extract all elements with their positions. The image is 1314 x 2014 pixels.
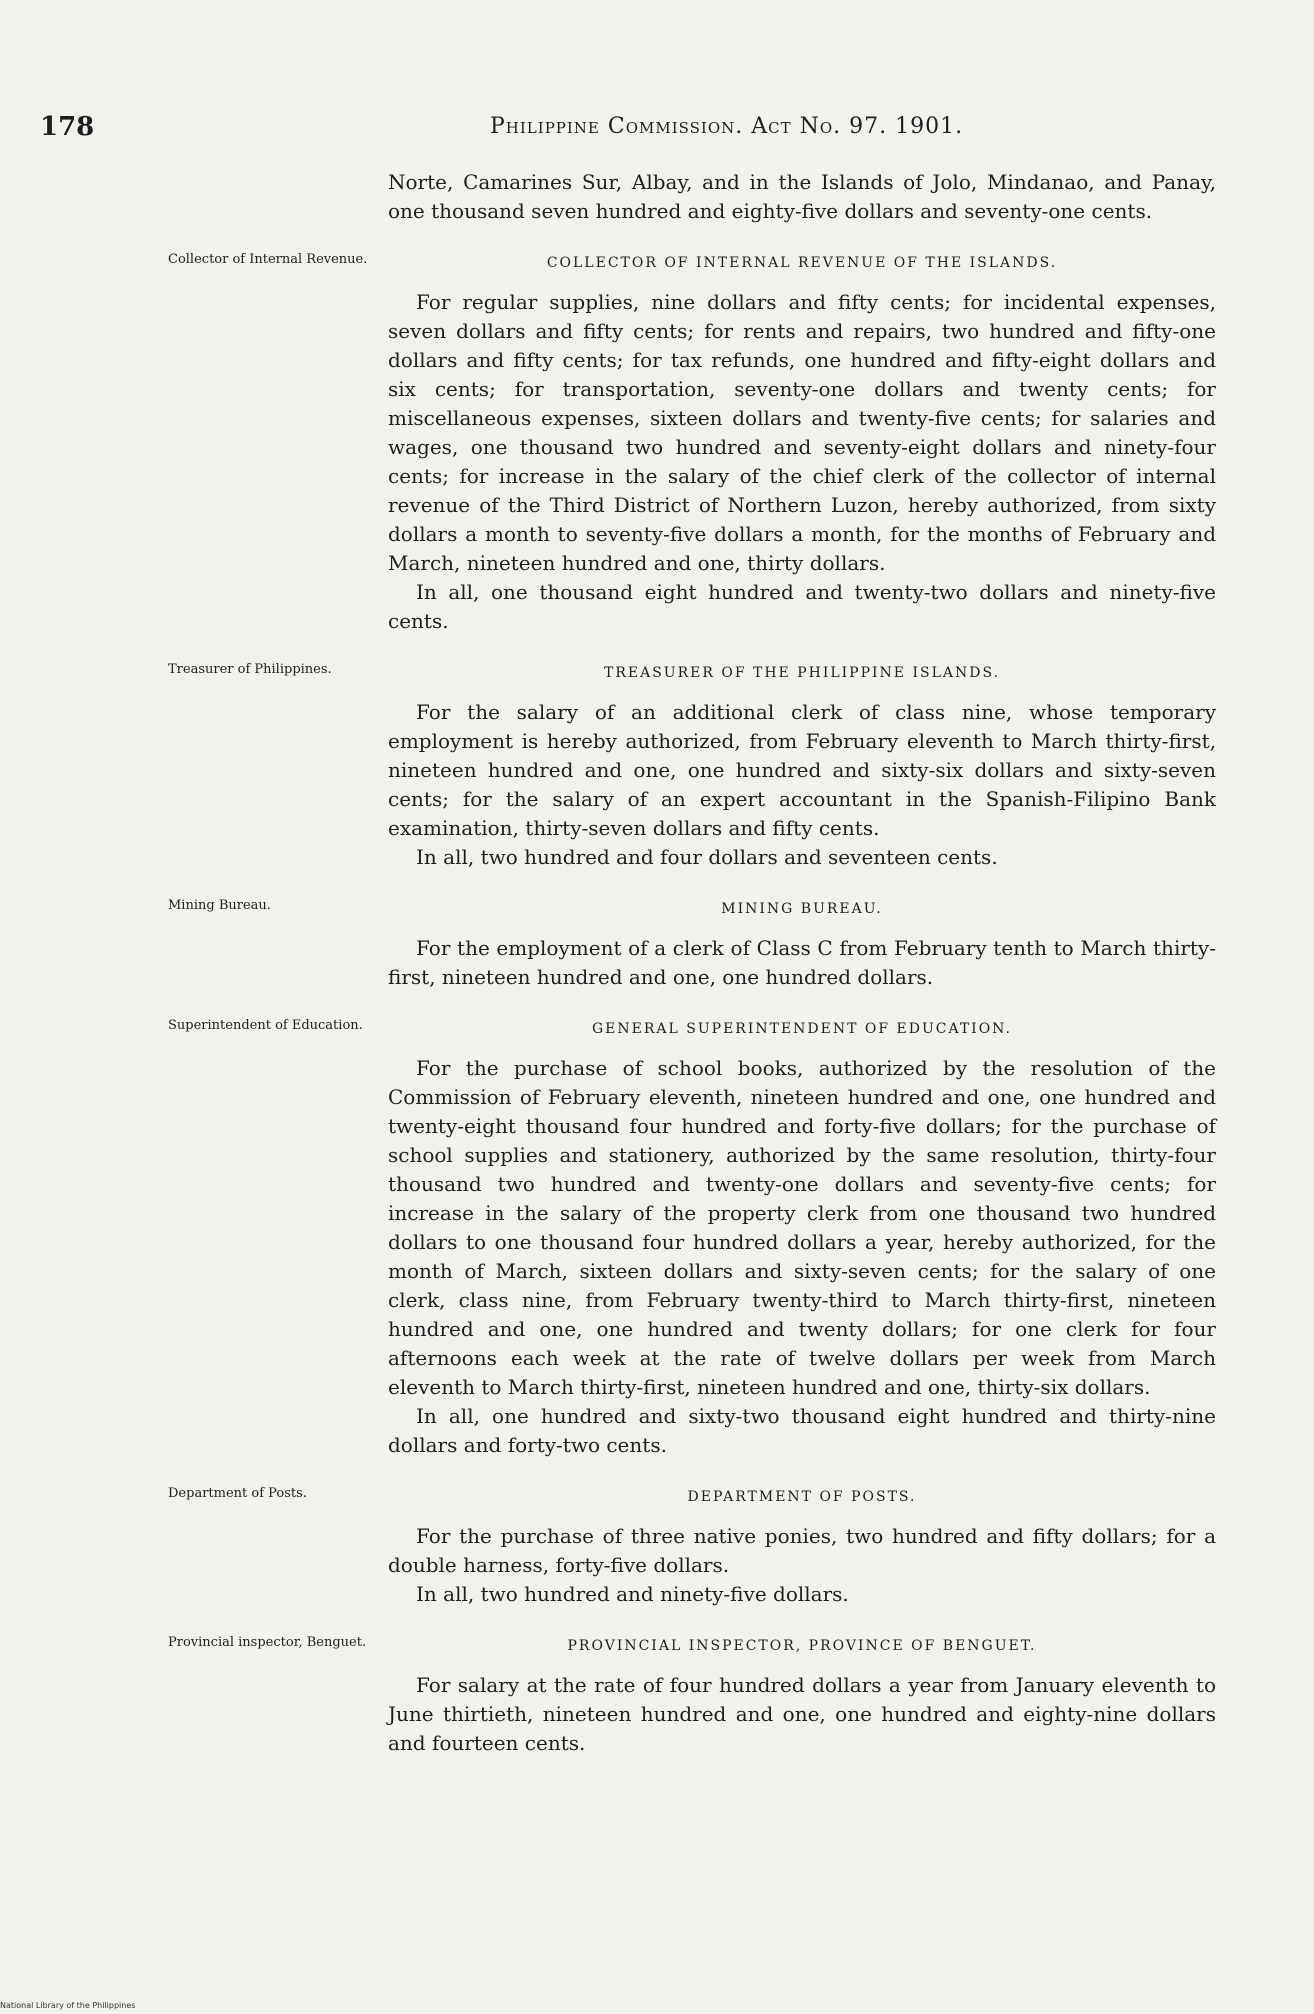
section-superintendent-education (168, 1014, 1216, 1460)
section-total: In all, two hundred and ninety-five dollars. (416, 1582, 849, 1606)
running-head: Philippine Commission. Act No. 97. 1901. (490, 114, 964, 139)
margin-note: Department of Posts. (168, 1486, 307, 1501)
section-heading: TREASURER OF THE PHILIPPINE ISLANDS. (603, 665, 1001, 681)
margin-note: Superintendent of Education. (168, 1018, 363, 1033)
page-header (40, 112, 1100, 152)
section-heading: GENERAL SUPERINTENDENT OF EDUCATION. (591, 1021, 1012, 1037)
section-provincial-inspector (168, 1631, 1216, 1758)
margin-note: Mining Bureau. (168, 898, 271, 913)
section-heading: PROVINCIAL INSPECTOR, PROVINCE OF BENGUET. (567, 1638, 1037, 1654)
section-total: In all, one thousand eight hundred and twenty-two dollars and ninety-five cents. (388, 580, 1216, 633)
section-paragraph: For the purchase of three native ponies, two hundred and fifty dollars; for a double harness, forty-five dollars. (388, 1524, 1216, 1577)
section-paragraph: For regular supplies, nine dollars and fifty cents; for incidental expenses, seven dollars and fifty cents; for rents and repairs, two hundred and fifty-one dollars and fifty cents; for tax refunds, one hundred and fifty-eight dollars and six cents; for transportation, seventy-one dollars and twenty cents; for miscellaneous expenses, sixteen dollars and twenty-five cents; for salaries and wages, one thousand two hundred and seventy-eight dollars and ninety-four cents; for increase in the salary of the chief clerk of the collector of internal revenue of the Third District of Northern Luzon, hereby authorized, from sixty dollars a month to seventy-five dollars a month, for the months of February and March, nineteen hundred and one, thirty dollars. (388, 290, 1216, 575)
section-collector-internal-revenue (168, 248, 1216, 636)
section-heading: COLLECTOR OF INTERNAL REVENUE OF THE ISLANDS. (546, 255, 1058, 271)
margin-note: Provincial inspector, Benguet. (168, 1635, 367, 1650)
section-heading: DEPARTMENT OF POSTS. (687, 1489, 917, 1505)
margin-note: Treasurer of Philippines. (168, 662, 332, 677)
section-paragraph: For salary at the rate of four hundred dollars a year from January eleventh to June thirtieth, nineteen hundred and one, one hundred and eighty-nine dollars and fourteen cents. (388, 1673, 1216, 1755)
section-paragraph: For the salary of an additional clerk of class nine, whose temporary employment is hereby authorized, from February eleventh to March thirty-first, nineteen hundred and one, one hundred and sixty-six dollars and sixty-seven cents; for the salary of an expert accountant in the Spanish-Filipino Bank examination, thirty-seven dollars and fifty cents. (388, 700, 1216, 840)
scan-credit: National Library of the Philippines (0, 2001, 136, 2010)
section-department-posts (168, 1482, 1216, 1609)
section-total: In all, two hundred and four dollars and seventeen cents. (416, 845, 998, 869)
section-treasurer (168, 658, 1216, 872)
section-mining-bureau (168, 894, 1216, 992)
section-paragraph: For the purchase of school books, authorized by the resolution of the Commission of February eleventh, nineteen hundred and one, one hundred and twenty-eight thousand four hundred and forty-five dollars; for the purchase of school supplies and stationery, authorized by the same resolution, thirty-four thousand two hundred and twenty-one dollars and seventy-five cents; for increase in the salary of the property clerk from one thousand two hundred dollars to one thousand four hundred dollars a year, hereby authorized, for the month of March, sixteen dollars and sixty-seven cents; for the salary of one clerk, class nine, from February twenty-third to March thirty-first, nineteen hundred and one, one hundred and twenty dollars; for one clerk for four afternoons each week at the rate of twelve dollars per week from March eleventh to March thirty-first, nineteen hundred and one, thirty-six dollars. (388, 1056, 1216, 1399)
margin-note: Collector of Internal Revenue. (168, 252, 368, 267)
page-body (168, 168, 1216, 1758)
section-paragraph: For the employment of a clerk of Class C from February tenth to March thirty-first, nineteen hundred and one, one hundred dollars. (388, 936, 1216, 989)
section-total: In all, one hundred and sixty-two thousand eight hundred and thirty-nine dollars and forty-two cents. (388, 1404, 1216, 1457)
section-heading: MINING BUREAU. (721, 901, 883, 917)
page-number: 178 (40, 112, 95, 142)
intro-paragraph: Norte, Camarines Sur, Albay, and in the Islands of Jolo, Mindanao, and Panay, one thousand seven hundred and eighty-five dollars and seventy-one cents. (388, 170, 1216, 223)
